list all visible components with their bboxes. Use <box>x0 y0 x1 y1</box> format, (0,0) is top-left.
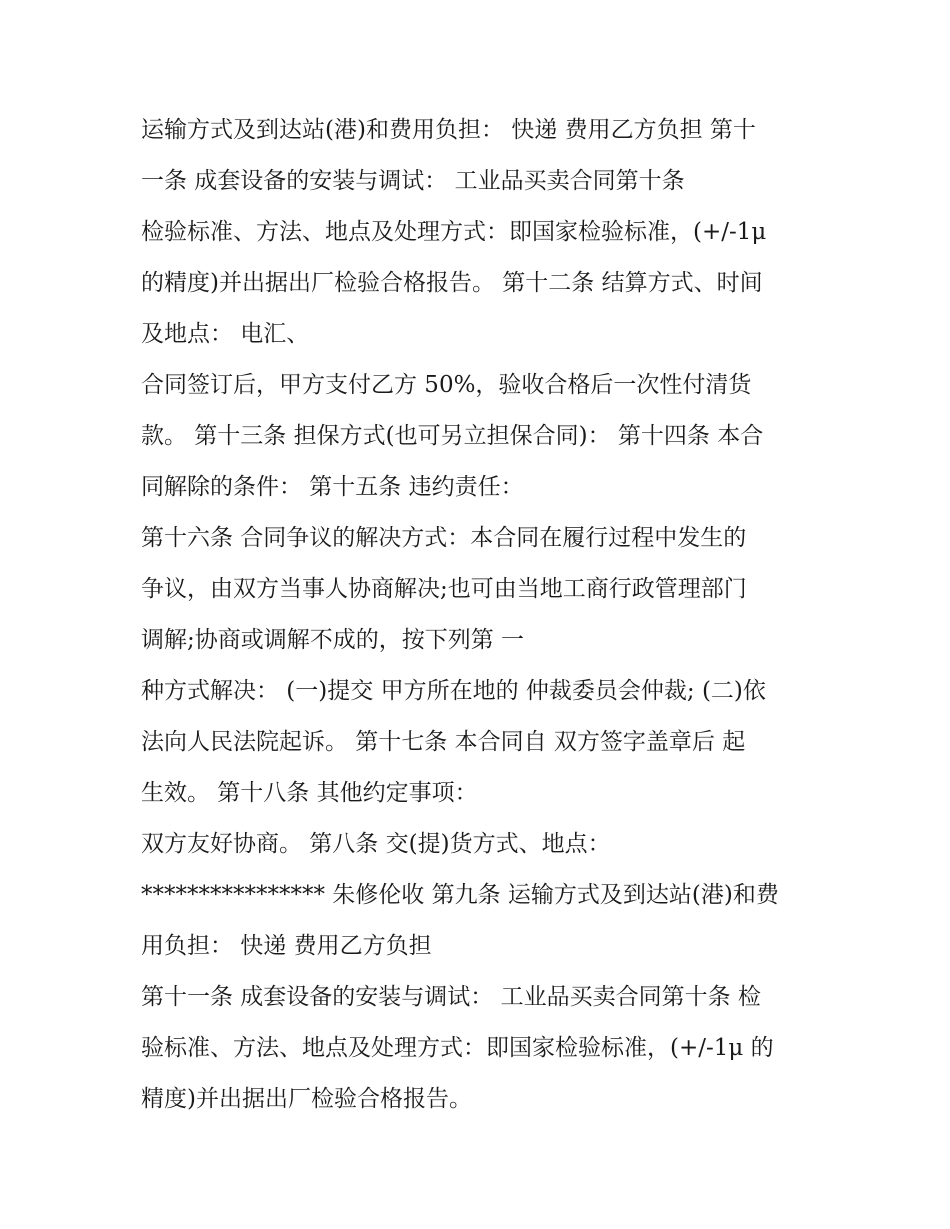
text-line: 法向人民法院起诉。 第十七条 本合同自 双方签字盖章后 起 <box>141 729 746 755</box>
text-line: 的精度)并出据出厂检验合格报告。 第十二条 结算方式、时间 <box>141 270 763 296</box>
text-line: 种方式解决： (一)提交 甲方所在地的 仲裁委员会仲裁; (二)依 <box>141 678 766 704</box>
text-line: 精度)并出据出厂检验合格报告。 <box>141 1086 472 1112</box>
text-line: 第十六条 合同争议的解决方式：本合同在履行过程中发生的 <box>141 525 747 551</box>
text-line: 及地点： 电汇、 <box>141 321 310 347</box>
text-line: 运输方式及到达站(港)和费用负担： 快递 费用乙方负担 第十 <box>141 117 756 143</box>
text-line: 调解;协商或调解不成的，按下列第 一 <box>141 627 525 653</box>
text-line: 第十一条 成套设备的安装与调试： 工业品买卖合同第十条 检 <box>141 984 761 1010</box>
text-line: 检验标准、方法、地点及处理方式：即国家检验标准，(+/-1μ <box>141 219 767 245</box>
text-line: 合同签订后，甲方支付乙方 50%，验收合格后一次性付清货 <box>141 372 752 398</box>
text-line: 验标准、方法、地点及处理方式：即国家检验标准，(+/-1μ 的 <box>141 1035 774 1061</box>
text-line: 同解除的条件： 第十五条 违约责任： <box>141 474 524 500</box>
text-line: 双方友好协商。 第八条 交(提)货方式、地点： <box>141 831 611 857</box>
text-line: 款。 第十三条 担保方式(也可另立担保合同)： 第十四条 本合 <box>141 423 764 449</box>
text-line: 争议，由双方当事人协商解决;也可由当地工商行政管理部门 <box>141 576 747 602</box>
text-line: **************** 朱修伦收 第九条 运输方式及到达站(港)和费 <box>141 882 779 908</box>
text-line: 用负担： 快递 费用乙方负担 <box>141 933 432 959</box>
text-line: 生效。 第十八条 其他约定事项： <box>141 780 478 806</box>
text-line: 一条 成套设备的安装与调试： 工业品买卖合同第十条 <box>141 168 685 194</box>
